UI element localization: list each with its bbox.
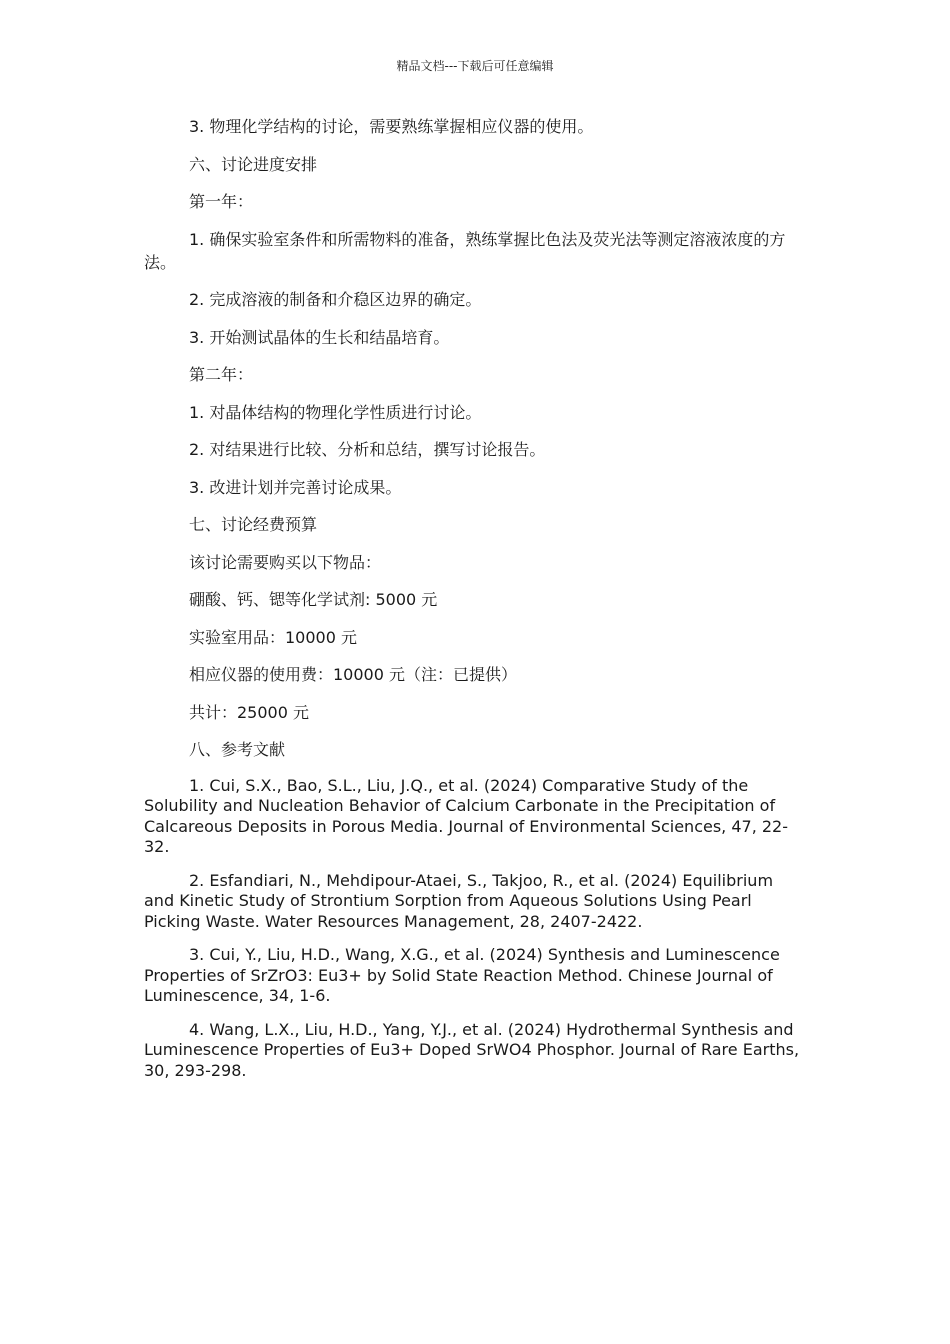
year1-item-1: 1. 确保实验室条件和所需物料的准备，熟练掌握比色法及荧光法等测定溶液浓度的方法。 bbox=[144, 229, 786, 272]
reference-item: 2. Esfandiari, N., Mehdipour-Ataei, S., Takjoo, R., et al. (2024) Equilibrium and Kinetic Study of Strontium Sorption from Aqueous Solutions Using Pearl Picking Waste. Water Resources Management, 28, 2407-2422. bbox=[144, 870, 774, 931]
reference-item: 3. Cui, Y., Liu, H.D., Wang, X.G., et al. (2024) Synthesis and Luminescence Properties of SrZrO3: Eu3+ by Solid State Reaction Method. Chinese Journal of Luminescence, 34, 1-6. bbox=[144, 945, 780, 1005]
section-heading-references: 八、参考文献 bbox=[189, 740, 286, 759]
year2-item-1: 1. 对晶体结构的物理化学性质进行讨论。 bbox=[189, 402, 482, 422]
budget-item-reagents: 硼酸、钙、锶等化学试剂: 5000 元 bbox=[189, 590, 438, 609]
year2-item-3: 3. 改进计划并完善讨论成果。 bbox=[189, 477, 402, 497]
budget-total: 共计：25000 元 bbox=[189, 702, 309, 722]
year1-item-3: 3. 开始测试晶体的生长和结晶培育。 bbox=[189, 327, 450, 347]
page-header: 精品文档---下载后可任意编辑 bbox=[396, 59, 554, 73]
budget-item-lab-supplies: 实验室用品：10000 元 bbox=[189, 627, 357, 647]
reference-item: 4. Wang, L.X., Liu, H.D., Yang, Y.J., et al. (2024) Hydrothermal Synthesis and Luminescence Properties of Eu3+ Doped SrWO4 Phosphor. Journal of Rare Earths, 30, 293-298. bbox=[144, 1019, 800, 1080]
first-year-label: 第一年： bbox=[189, 192, 254, 211]
year2-item-2: 2. 对结果进行比较、分析和总结，撰写讨论报告。 bbox=[189, 440, 546, 459]
section-heading-schedule: 六、讨论进度安排 bbox=[189, 154, 318, 174]
year1-item-2: 2. 完成溶液的制备和介稳区边界的确定。 bbox=[189, 290, 482, 309]
paragraph-item-3-discussion: 3. 物理化学结构的讨论，需要熟练掌握相应仪器的使用。 bbox=[189, 117, 594, 136]
budget-item-instrument-fee: 相应仪器的使用费：10000 元（注：已提供） bbox=[189, 665, 517, 684]
reference-item: 1. Cui, S.X., Bao, S.L., Liu, J.Q., et al. (2024) Comparative Study of the Solubility and Nucleation Behavior of Calcium Carbonate in the Precipitation of Calcareous Deposits in Porous Media. Journal of Environmental Sciences, 47, 22-32. bbox=[144, 775, 788, 856]
section-heading-budget: 七、讨论经费预算 bbox=[189, 515, 318, 534]
budget-intro: 该讨论需要购买以下物品： bbox=[189, 552, 382, 572]
document-body bbox=[144, 115, 806, 1094]
second-year-label: 第二年： bbox=[189, 365, 254, 384]
